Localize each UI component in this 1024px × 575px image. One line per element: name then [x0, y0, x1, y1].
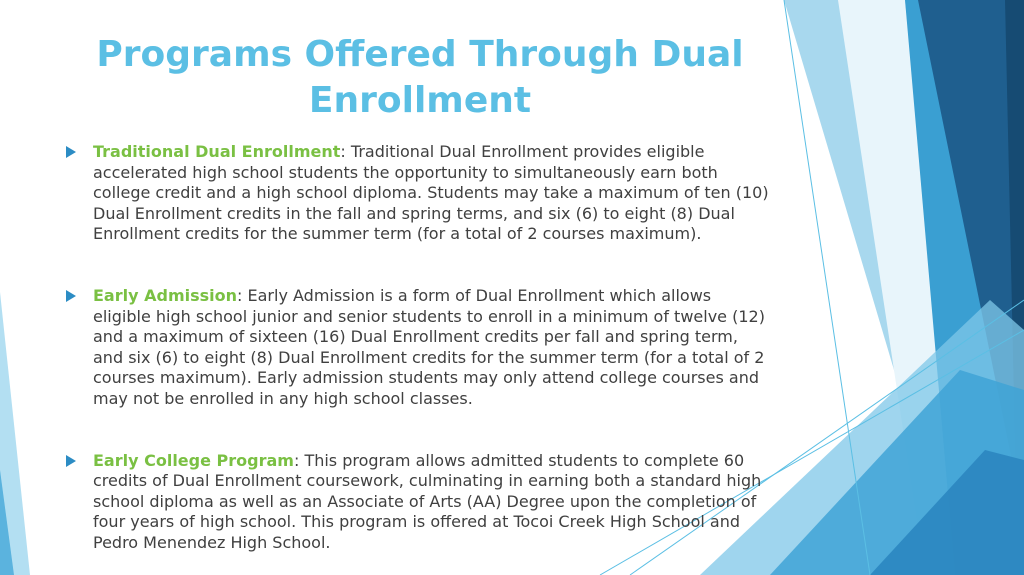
bullet-arrow-icon — [66, 290, 76, 302]
bullet-list — [64, 142, 769, 554]
program-description: This program allows admitted students to complete 60 credits of Dual Enrollment coursework, culminating in earning both a standard high school diploma as well as an Associate of Arts (AA) Degree upon the completion of four years of high school. This program is offered at Tocoi Creek High School and Pedro Menendez High School. — [93, 450, 762, 552]
bullet-arrow-icon — [66, 146, 76, 158]
program-term: Traditional Dual Enrollment — [93, 142, 341, 161]
program-description: Traditional Dual Enrollment provides eligible accelerated high school students the opportunity to simultaneously earn both college credit and a high school diploma. Students may take a maximum of ten (10) Dual Enrollment credits in the fall and spring terms, and six (6) to eight (8) Dual Enrollment credits for the summer term (for a total of 2 courses maximum). — [93, 142, 769, 244]
bullet-arrow-icon — [66, 455, 76, 467]
bullet-early-college-program — [64, 451, 769, 554]
program-term: Early Admission — [93, 285, 238, 305]
term-separator: : — [237, 285, 248, 305]
program-term: Early College Program — [93, 450, 294, 470]
bullet-traditional-dual-enrollment — [64, 142, 769, 245]
program-description: Early Admission is a form of Dual Enrollment which allows eligible high school junior and senior students to enroll in a minimum of twelve (12) and a maximum of sixteen (16) Dual Enrollment credits per fall and spring term, and six (6) to eight (8) Dual Enrollment credits for the summer term (for a total of 2 courses maximum). Early admission students may only attend college courses and may not be enrolled in any high school classes. — [93, 285, 765, 408]
term-separator: : — [340, 142, 351, 161]
term-separator: : — [293, 450, 305, 470]
slide-title: Programs Offered Through Dual Enrollment — [96, 34, 744, 121]
bullet-early-admission — [64, 286, 769, 410]
